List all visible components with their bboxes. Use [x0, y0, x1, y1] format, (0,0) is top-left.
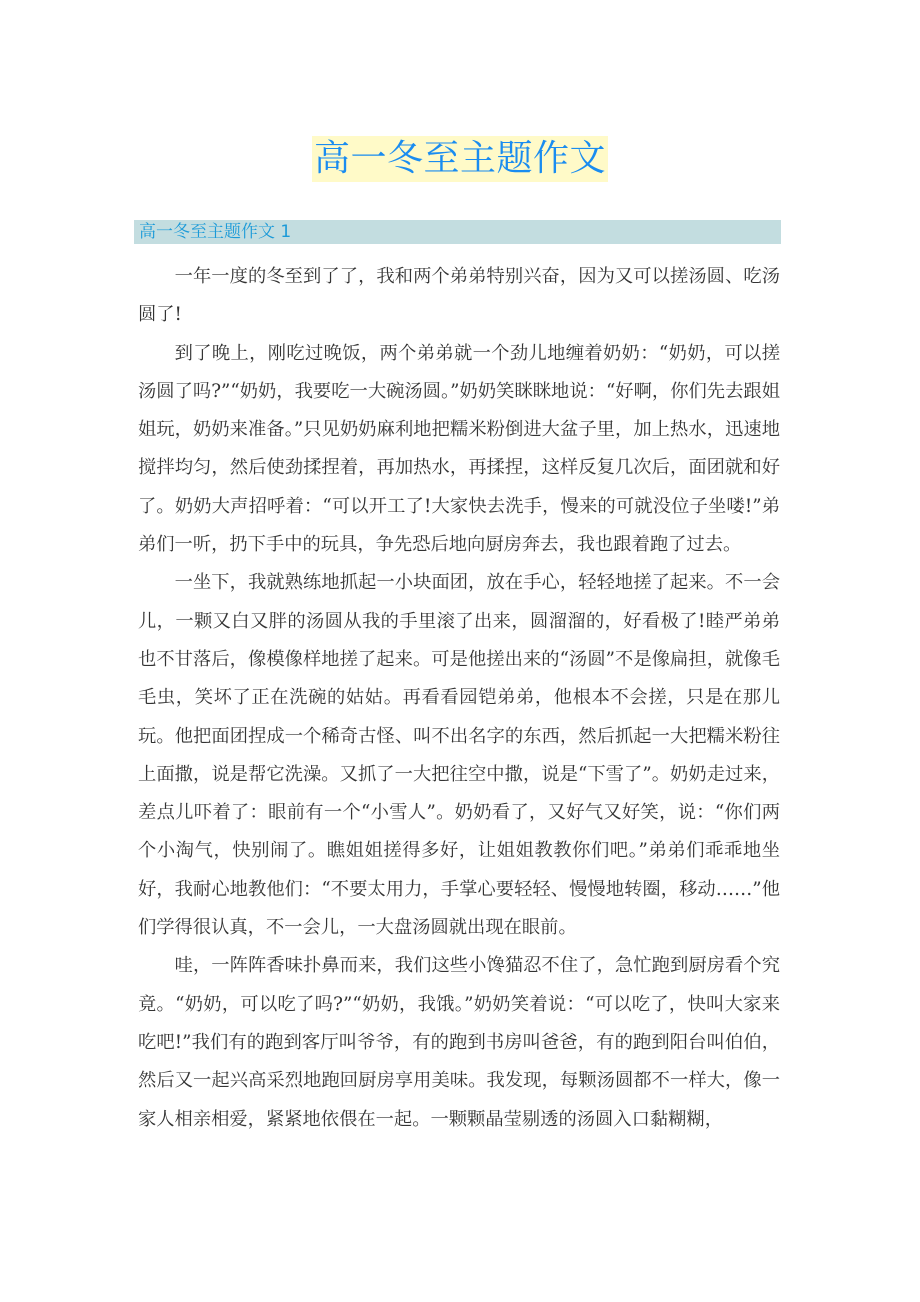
- paragraph: 一坐下，我就熟练地抓起一小块面团，放在手心，轻轻地搓了起来。不一会儿，一颗又白又胖的汤圆从我的手里滚了出来，圆溜溜的，好看极了!睦严弟弟也不甘落后，像模像样地搓了起来。可是他搓出来的“汤圆”不是像扁担，就像毛毛虫，笑坏了正在洗碗的姑姑。再看看园铠弟弟，他根本不会搓，只是在那儿玩。他把面团捏成一个稀奇古怪、叫不出名字的东西，然后抓起一大把糯米粉往上面撒，说是帮它洗澡。又抓了一大把往空中撒，说是“下雪了”。奶奶走过来，差点儿吓着了：眼前有一个“小雪人”。奶奶看了，又好气又好笑，说：“你们两个小淘气，快别闹了。瞧姐姐搓得多好，让姐姐教教你们吧。”弟弟们乖乖地坐好，我耐心地教他们：“不要太用力，手掌心要轻轻、慢慢地转圈，移动……”他们学得很认真，不一会儿，一大盘汤圆就出现在眼前。: [138, 572, 780, 939]
- paragraph: 哇，一阵阵香味扑鼻而来，我们这些小馋猫忍不住了，急忙跑到厨房看个究竟。“奶奶，可以吃了吗?”“奶奶，我饿。”奶奶笑着说：“可以吃了，快叫大家来吃吧!”我们有的跑到客厅叫爷爷，有的跑到书房叫爸爸，有的跑到阳台叫伯伯，然后又一起兴高采烈地跑回厨房享用美味。我发现，每颗汤圆都不一样大，像一家人相亲相爱，紧紧地依偎在一起。一颗颗晶莹剔透的汤圆入口黏糊糊，: [138, 955, 780, 1130]
- paragraph: 到了晚上，刚吃过晚饭，两个弟弟就一个劲儿地缠着奶奶：“奶奶，可以搓汤圆了吗?”“奶奶，我要吃一大碗汤圆。”奶奶笑眯眯地说：“好啊，你们先去跟姐姐玩，奶奶来准备。”只见奶奶麻利地把糯米粉倒进大盆子里，加上热水，迅速地搅拌均匀，然后使劲揉捏着，再加热水，再揉捏，这样反复几次后，面团就和好了。奶奶大声招呼着：“可以开工了!大家快去洗手，慢来的可就没位子坐喽!”弟弟们一听，扔下手中的玩具，争先恐后地向厨房奔去，我也跟着跑了过去。: [138, 342, 780, 556]
- section-heading-bar: [134, 220, 781, 244]
- document-title: 高一冬至主题作文: [312, 136, 608, 182]
- section-heading: 高一冬至主题作文 1: [139, 222, 292, 242]
- document-body: [138, 258, 780, 1139]
- paragraph: 一年一度的冬至到了了，我和两个弟弟特别兴奋，因为又可以搓汤圆、吃汤圆了!: [138, 266, 780, 326]
- title-container: [0, 136, 920, 182]
